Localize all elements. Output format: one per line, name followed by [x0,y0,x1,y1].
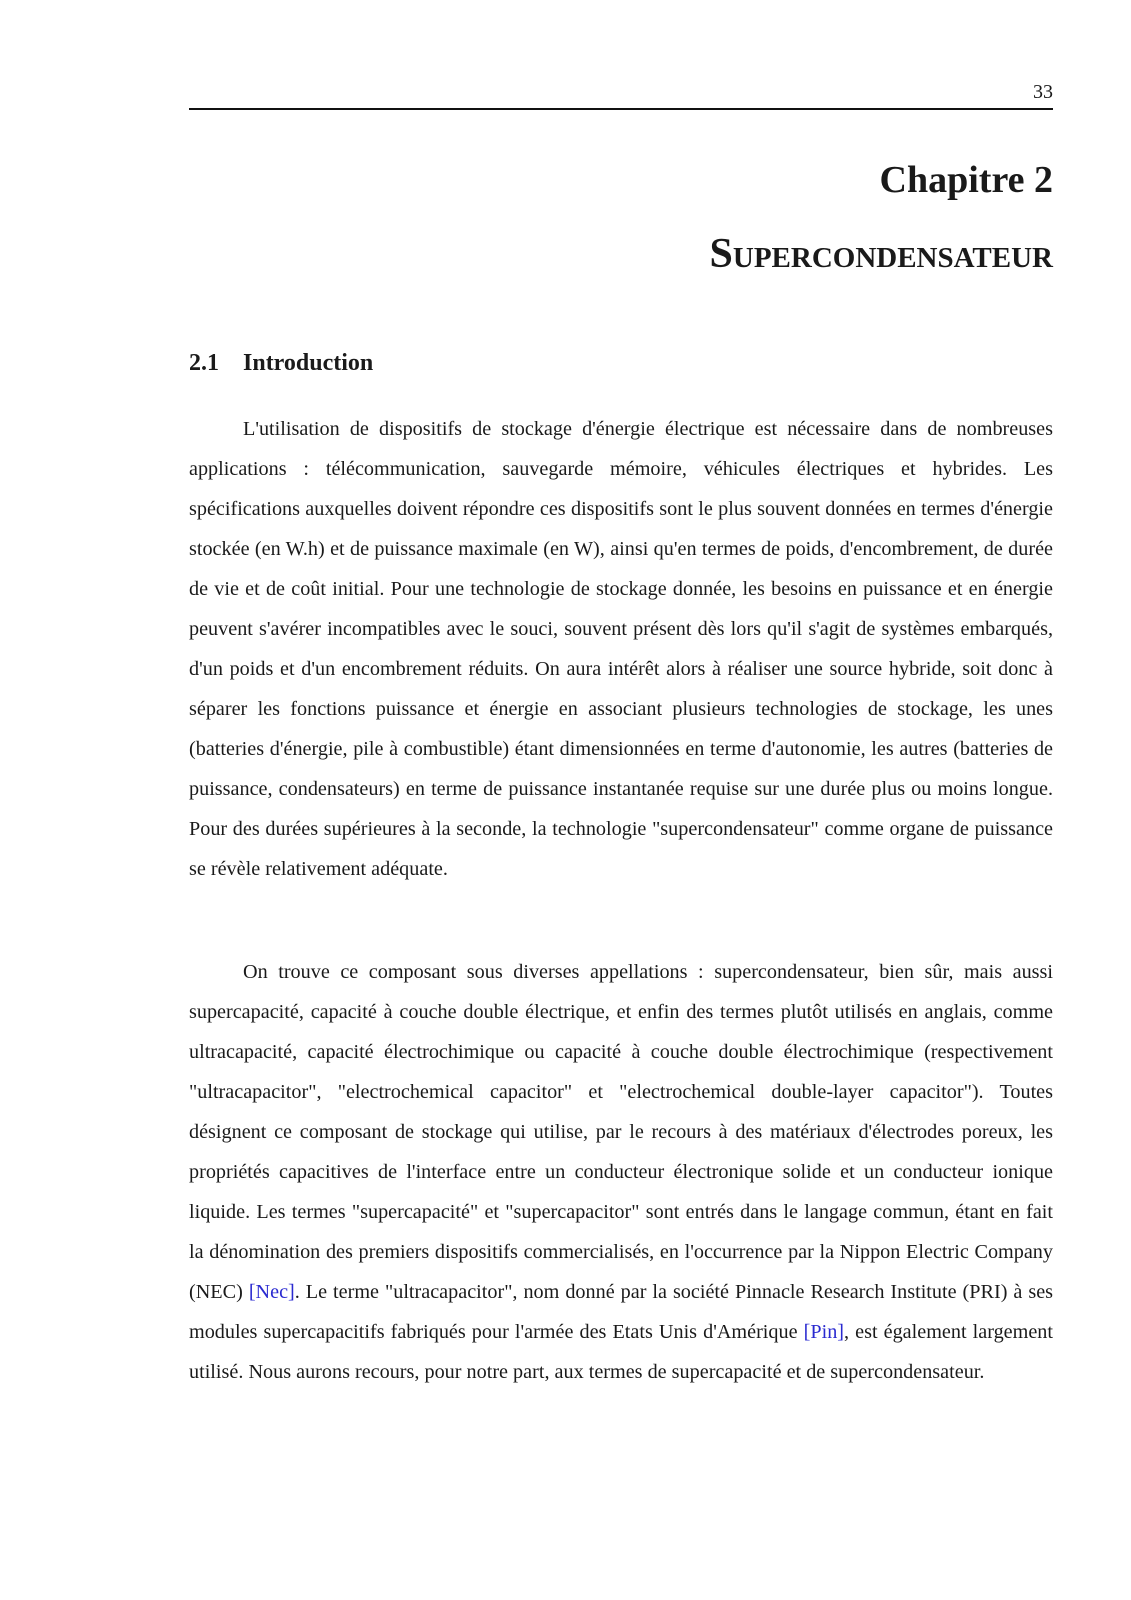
paragraph-2-segment-2: . Le terme "ultracapacitor", nom donné par la société Pinnacle Research Institute (PRI) à ses modules supercapacitifs fabriqués pour l'armée des Etats Unis d'Amérique [189,1281,1054,1343]
chapter-label: Chapitre 2 [879,159,1053,201]
paragraph-2-text [189,952,1053,1392]
paragraph-1 [189,409,1053,889]
chapter-title: Supercondensateur [709,231,1053,277]
citation-pin-link[interactable]: [Pin] [803,1321,845,1343]
header-rule [189,108,1053,110]
section-heading [189,348,373,378]
paragraph-2-segment-1: On trouve ce composant sous diverses appellations : supercondensateur, bien sûr, mais aussi supercapacité, capacité à couche double électrique, et enfin des termes plutôt utilisés en anglais, comme ultracapacité, capacité électrochimique ou capacité à couche double électrochimique (respectivement "ultracapacitor", "electrochemical capacitor" et "electrochemical double-layer capacitor"). Toutes désignent ce composant de stockage qui utilise, par le recours à des matériaux d'électrodes poreux, les propriétés capacitives de l'interface entre un conducteur électronique solide et un conducteur ionique liquide. Les termes "supercapacité" et "supercapacitor" sont entrés dans le langage commun, étant en fait la dénomination des premiers dispositifs commercialisés, en l'occurrence par la Nippon Electric Company (NEC) [189,961,1053,1303]
section-number: 2.1 [189,350,219,376]
section-title: Introduction [243,350,374,376]
citation-nec-link[interactable]: [Nec] [248,1281,295,1303]
paragraph-1-text: L'utilisation de dispositifs de stockage d'énergie électrique est nécessaire dans de nombreuses applications : télécommunication, sauvegarde mémoire, véhicules électriques et hybrides. Les spécifications auxquelles doivent répondre ces dispositifs sont le plus souvent données en termes d'énergie stockée (en W.h) et de puissance maximale (en W), ainsi qu'en termes de poids, d'encombrement, de durée de vie et de coût initial. Pour une technologie de stockage donnée, les besoins en puissance et en énergie peuvent s'avérer incompatibles avec le souci, souvent présent dès lors qu'il s'agit de systèmes embarqués, d'un poids et d'un encombrement réduits. On aura intérêt alors à réaliser une source hybride, soit donc à séparer les fonctions puissance et énergie en associant plusieurs technologies de stockage, les unes (batteries d'énergie, pile à combustible) étant dimensionnées en terme d'autonomie, les autres (batteries de puissance, condensateurs) en terme de puissance instantanée requise sur une durée plus ou moins longue. Pour des durées supérieures à la seconde, la technologie "supercondensateur" comme organe de puissance se révèle relativement adéquate. [189,418,1053,880]
page-number: 33 [1033,81,1053,103]
paragraph-2-segment-3: , est également largement utilisé. Nous aurons recours, pour notre part, aux termes de supercapacité et de supercondensateur. [189,1321,1053,1383]
paragraph-2 [189,952,1053,1392]
